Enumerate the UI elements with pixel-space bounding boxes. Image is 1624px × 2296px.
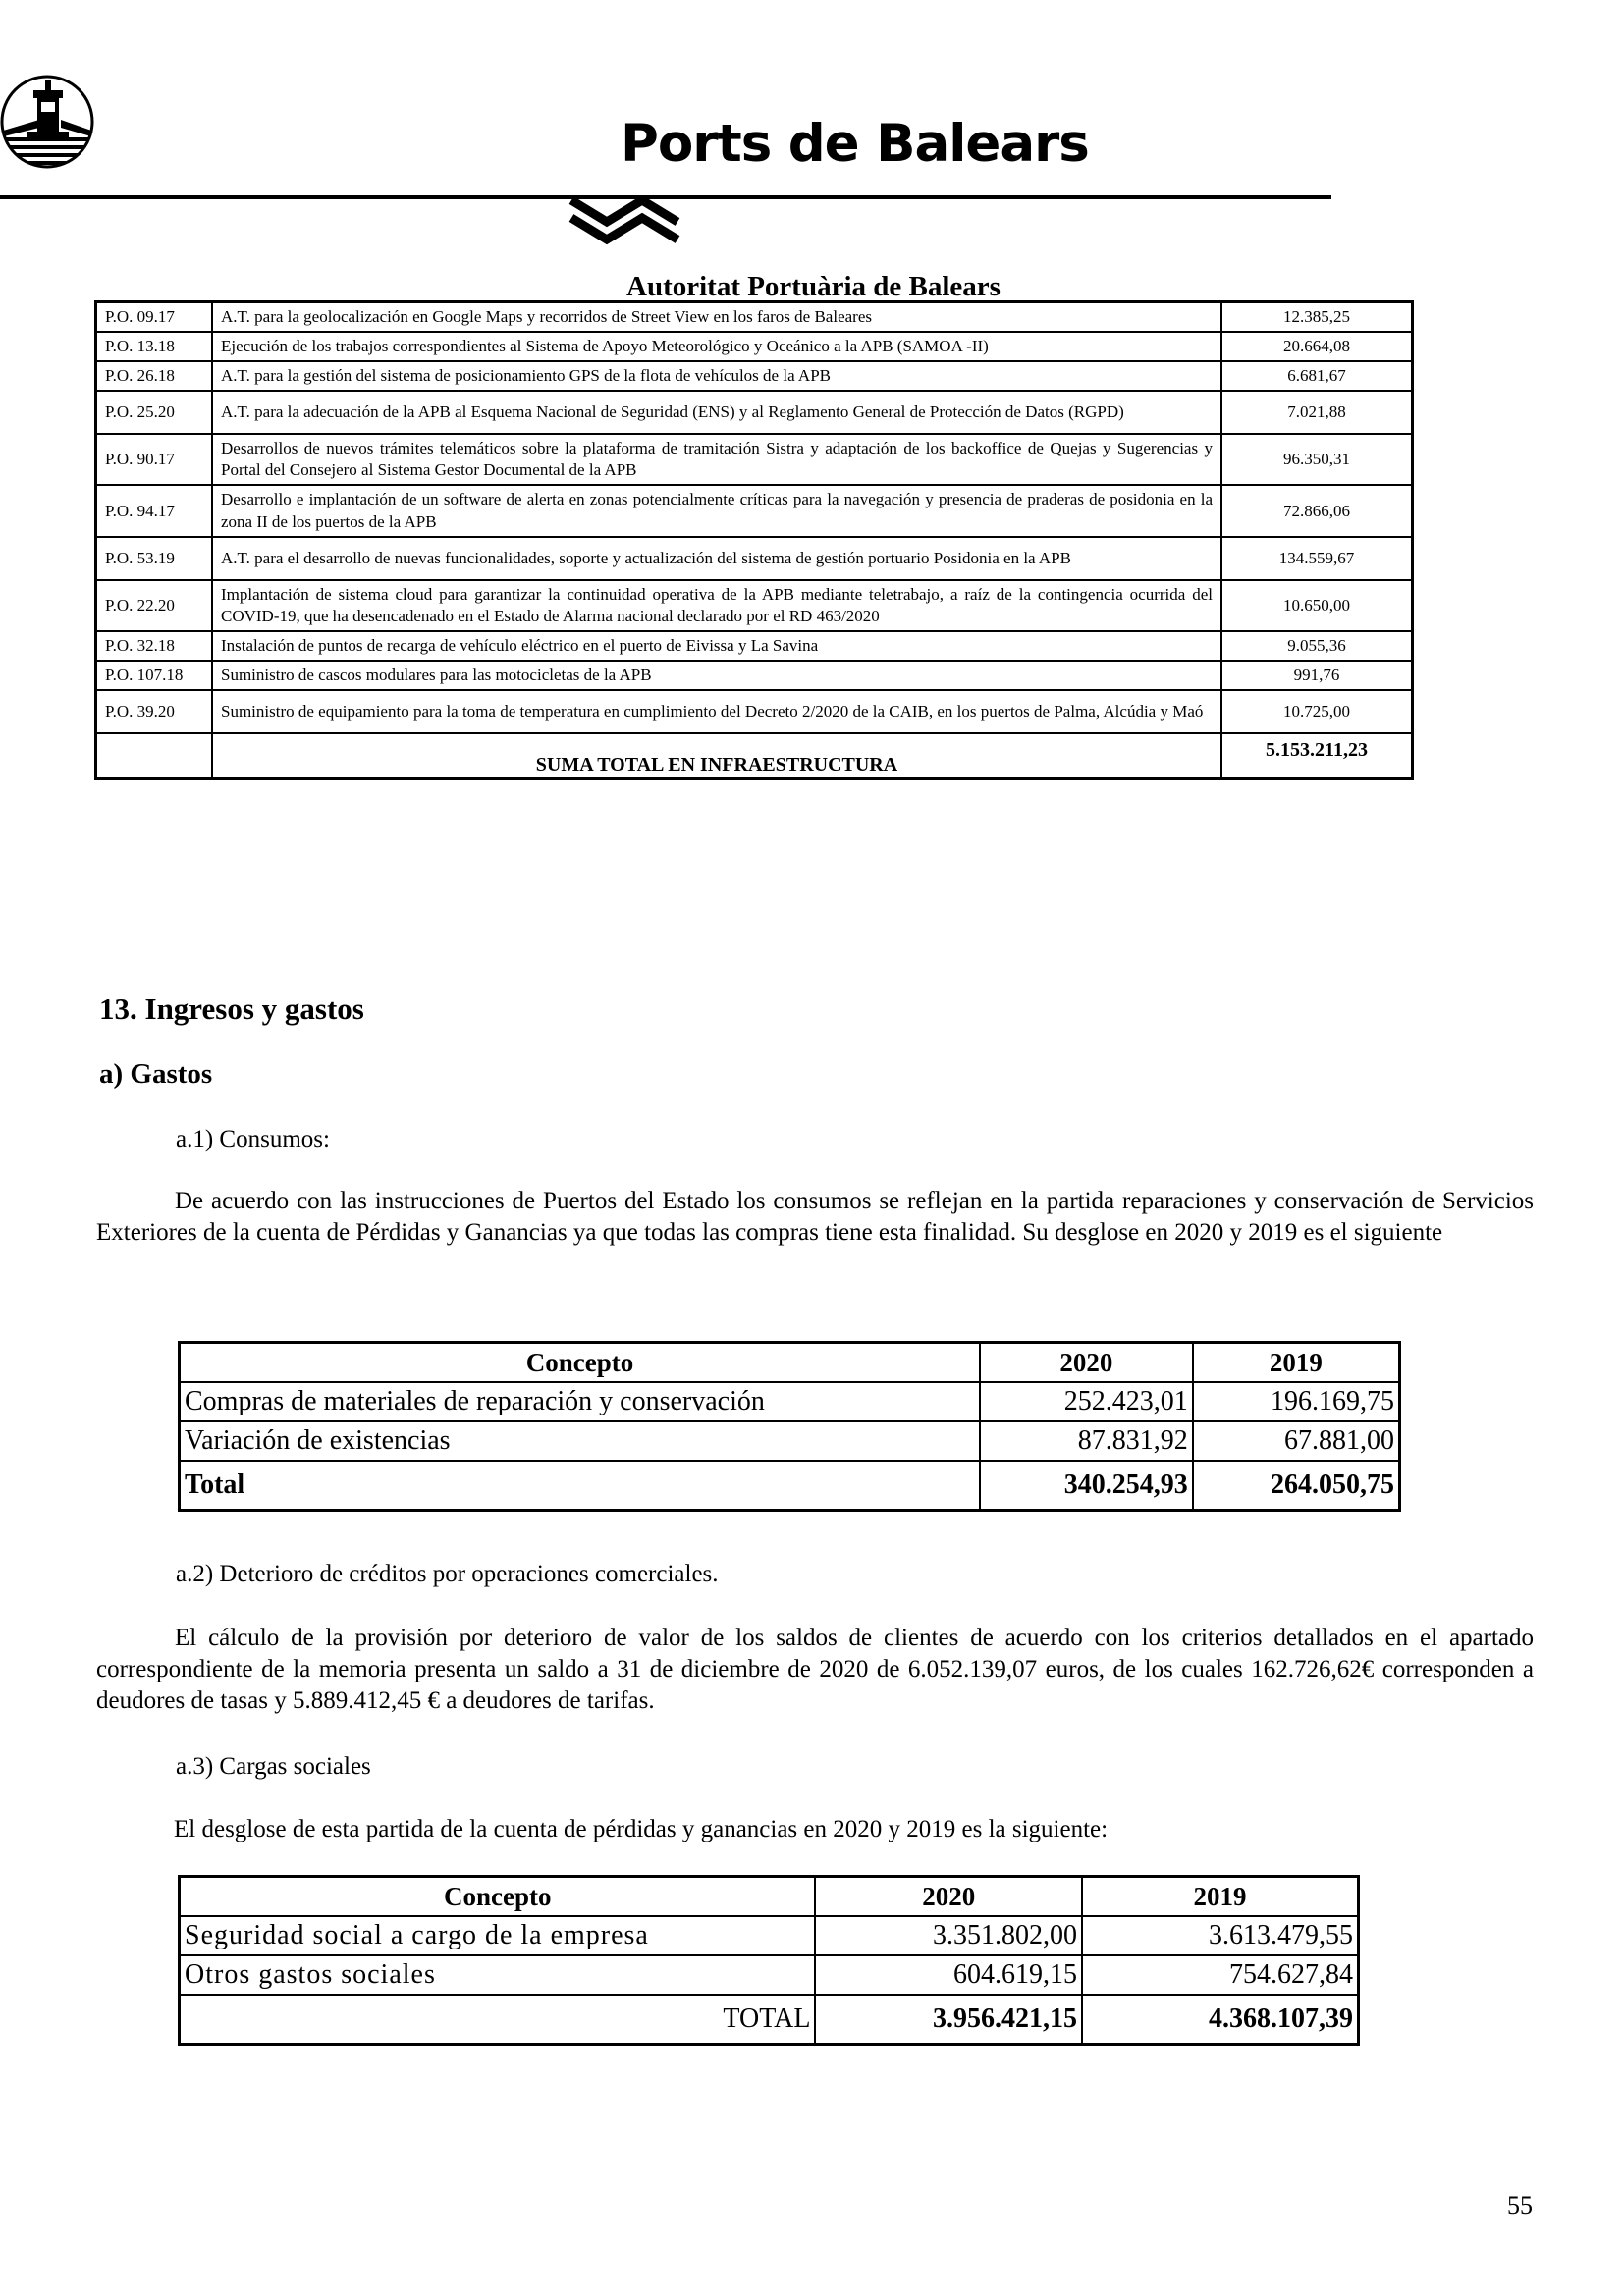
- table-row: [96, 631, 1413, 661]
- cargas-header-concept: Concepto: [180, 1877, 816, 1917]
- table-row: [96, 690, 1413, 733]
- project-amount: 10.725,00: [1221, 690, 1413, 733]
- consumos-total-row: [180, 1461, 1400, 1511]
- deterioro-heading: a.2) Deterioro de créditos por operaciones comerciales.: [176, 1561, 719, 1587]
- consumos-row-2019: 67.881,00: [1193, 1421, 1400, 1461]
- cargas-row-concept: Otros gastos sociales: [180, 1955, 816, 1995]
- consumos-heading: a.1) Consumos:: [176, 1126, 330, 1152]
- authority-name: Autoritat Portuària de Balears: [626, 271, 1001, 298]
- consumos-paragraph: De acuerdo con las instrucciones de Puertos del Estado los consumos se reflejan en la partida reparaciones y conservación de Servicios Exteriores de la cuenta de Pérdidas y Ganancias ya que todas las compras tiene esta finalidad. Su desglose en 2020 y 2019 es el siguiente: [96, 1188, 1534, 1246]
- project-amount: 7.021,88: [1221, 391, 1413, 434]
- consumos-row-2020: 252.423,01: [980, 1382, 1193, 1421]
- consumos-header-row: [180, 1343, 1400, 1383]
- table-row: [96, 332, 1413, 361]
- wave-emblem-icon: [568, 196, 685, 247]
- projects-table: [94, 300, 1414, 780]
- project-amount: 72.866,06: [1221, 485, 1413, 536]
- table-row: [180, 1916, 1359, 1955]
- project-code: P.O. 25.20: [96, 391, 213, 434]
- project-amount: 12.385,25: [1221, 302, 1413, 333]
- consumos-total-concept: Total: [180, 1461, 981, 1511]
- page-number: 55: [1507, 2191, 1533, 2219]
- table-row: [96, 580, 1413, 631]
- table-row: [96, 537, 1413, 580]
- table-row: [96, 661, 1413, 690]
- table-row: [180, 1421, 1400, 1461]
- project-code: P.O. 09.17: [96, 302, 213, 333]
- consumos-row-concept: Compras de materiales de reparación y conservación: [180, 1382, 981, 1421]
- brand-name: Ports de Balears: [621, 114, 1089, 174]
- lighthouse-logo-icon: [0, 63, 94, 181]
- project-description: A.T. para el desarrollo de nuevas funcionalidades, soporte y actualización del sistema de gestión portuario Posidonia en la APB: [212, 537, 1221, 580]
- cargas-row-concept: Seguridad social a cargo de la empresa: [180, 1916, 816, 1955]
- cargas-header-2020: 2020: [815, 1877, 1082, 1917]
- project-description: Desarrollo e implantación de un software de alerta en zonas potencialmente críticas para la navegación y presencia de praderas de posidonia en la zona II de los puertos de la APB: [212, 485, 1221, 536]
- table-row: [96, 302, 1413, 333]
- consumos-total-2019: 264.050,75: [1193, 1461, 1400, 1511]
- consumos-row-concept: Variación de existencias: [180, 1421, 981, 1461]
- cargas-row-2020: 3.351.802,00: [815, 1916, 1082, 1955]
- consumos-table: [178, 1341, 1401, 1512]
- table-row: [96, 434, 1413, 485]
- project-description: A.T. para la gestión del sistema de posicionamiento GPS de la flota de vehículos de la APB: [212, 361, 1221, 391]
- project-code: P.O. 22.20: [96, 580, 213, 631]
- consumos-header-2019: 2019: [1193, 1343, 1400, 1383]
- table-row: [96, 485, 1413, 536]
- consumos-header-concept: Concepto: [180, 1343, 981, 1383]
- project-amount: 6.681,67: [1221, 361, 1413, 391]
- project-amount: 20.664,08: [1221, 332, 1413, 361]
- table-row: [96, 391, 1413, 434]
- cargas-paragraph: El desglose de esta partida de la cuenta de pérdidas y ganancias en 2020 y 2019 es la siguiente:: [174, 1816, 1109, 1842]
- cargas-total-2020: 3.956.421,15: [815, 1995, 1082, 2045]
- consumos-row-2020: 87.831,92: [980, 1421, 1193, 1461]
- projects-total-row: [96, 733, 1413, 779]
- project-code: P.O. 53.19: [96, 537, 213, 580]
- table-row: [180, 1382, 1400, 1421]
- consumos-header-2020: 2020: [980, 1343, 1193, 1383]
- project-amount: 10.650,00: [1221, 580, 1413, 631]
- project-code: P.O. 13.18: [96, 332, 213, 361]
- project-description: Suministro de cascos modulares para las motocicletas de la APB: [212, 661, 1221, 690]
- projects-table-body: [96, 302, 1413, 734]
- project-description: Ejecución de los trabajos correspondientes al Sistema de Apoyo Meteorológico y Oceánico a la APB (SAMOA -II): [212, 332, 1221, 361]
- project-amount: 134.559,67: [1221, 537, 1413, 580]
- projects-total-amount: 5.153.211,23: [1221, 733, 1413, 779]
- project-description: Suministro de equipamiento para la toma de temperatura en cumplimiento del Decreto 2/2020 de la CAIB, en los puertos de Palma, Alcúdia y Maó: [212, 690, 1221, 733]
- project-code: P.O. 32.18: [96, 631, 213, 661]
- project-code: P.O. 90.17: [96, 434, 213, 485]
- cargas-row-2019: 3.613.479,55: [1082, 1916, 1359, 1955]
- section-title: 13. Ingresos y gastos: [99, 991, 364, 1026]
- project-amount: 96.350,31: [1221, 434, 1413, 485]
- table-row: [96, 361, 1413, 391]
- project-description: Instalación de puntos de recarga de vehículo eléctrico en el puerto de Eivissa y La Savina: [212, 631, 1221, 661]
- project-description: A.T. para la adecuación de la APB al Esquema Nacional de Seguridad (ENS) y al Reglamento General de Protección de Datos (RGPD): [212, 391, 1221, 434]
- cargas-header-2019: 2019: [1082, 1877, 1359, 1917]
- project-description: A.T. para la geolocalización en Google Maps y recorridos de Street View en los faros de Baleares: [212, 302, 1221, 333]
- cargas-row-2020: 604.619,15: [815, 1955, 1082, 1995]
- project-code: P.O. 94.17: [96, 485, 213, 536]
- project-code: P.O. 26.18: [96, 361, 213, 391]
- cargas-total-row: [180, 1995, 1359, 2045]
- project-description: Implantación de sistema cloud para garantizar la continuidad operativa de la APB mediante teletrabajo, a raíz de la contingencia ocurrida del COVID-19, que ha desencadenado en el Estado de Alarma nacional declarado por el RD 463/2020: [212, 580, 1221, 631]
- project-amount: 9.055,36: [1221, 631, 1413, 661]
- projects-total-empty-cell: [96, 733, 213, 779]
- table-row: [180, 1955, 1359, 1995]
- deterioro-paragraph: El cálculo de la provisión por deterioro de valor de los saldos de clientes de acuerdo con los criterios detallados en el apartado correspondiente de la memoria presenta un saldo a 31 de diciembre de 2020 de 6.052.139,07 euros, de los cuales 162.726,62€ corresponden a deudores de tasas y 5.889.412,45 € a deudores de tarifas.: [96, 1625, 1534, 1714]
- projects-total-label: SUMA TOTAL EN INFRAESTRUCTURA: [212, 733, 1221, 779]
- project-code: P.O. 39.20: [96, 690, 213, 733]
- cargas-header-row: [180, 1877, 1359, 1917]
- cargas-total-concept: TOTAL: [180, 1995, 816, 2045]
- cargas-total-2019: 4.368.107,39: [1082, 1995, 1359, 2045]
- project-code: P.O. 107.18: [96, 661, 213, 690]
- consumos-row-2019: 196.169,75: [1193, 1382, 1400, 1421]
- section-subtitle: a) Gastos: [99, 1058, 213, 1090]
- consumos-total-2020: 340.254,93: [980, 1461, 1193, 1511]
- cargas-heading: a.3) Cargas sociales: [176, 1753, 371, 1780]
- cargas-row-2019: 754.627,84: [1082, 1955, 1359, 1995]
- project-amount: 991,76: [1221, 661, 1413, 690]
- project-description: Desarrollos de nuevos trámites telemáticos sobre la plataforma de tramitación Sistra y adaptación de los backoffice de Quejas y Sugerencias y Portal del Consejero al Sistema Gestor Documental de la APB: [212, 434, 1221, 485]
- cargas-table: [178, 1875, 1360, 2046]
